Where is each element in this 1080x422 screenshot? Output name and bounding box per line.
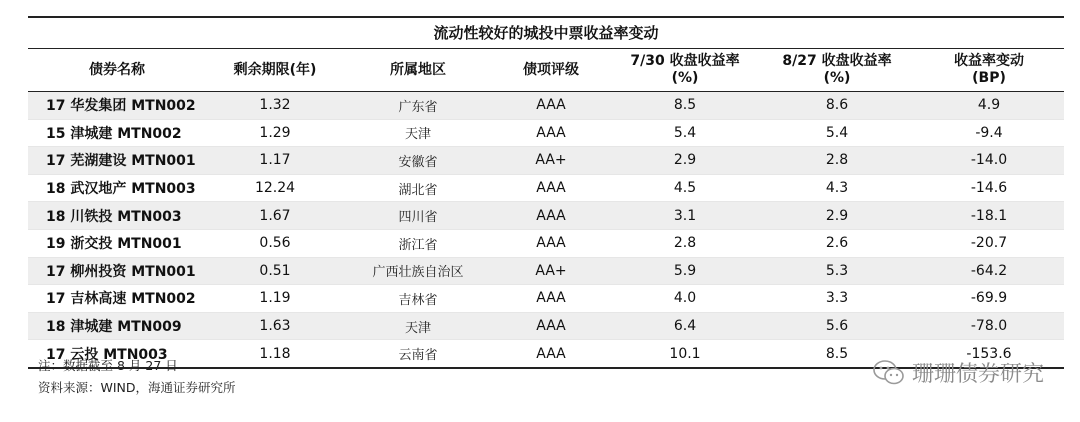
yield-0827-cell: 2.6 <box>760 229 914 257</box>
rating-cell: AA+ <box>492 257 610 285</box>
bond-name-cell: 18 川铁投 MTN003 <box>28 202 206 230</box>
table-row <box>28 202 1064 230</box>
column-header: 8/27 收盘收益率 (%) <box>760 49 914 92</box>
remaining-term-cell: 1.19 <box>206 285 344 313</box>
bond-name-cell: 17 柳州投资 MTN001 <box>28 257 206 285</box>
remaining-term-cell: 1.32 <box>206 92 344 120</box>
remaining-term-cell: 1.67 <box>206 202 344 230</box>
yield-0730-cell: 8.5 <box>610 92 760 120</box>
watermark-text: 珊珊债券研究 <box>911 362 1044 387</box>
remaining-term-cell: 0.56 <box>206 229 344 257</box>
yield-change-cell: -9.4 <box>914 119 1064 147</box>
bond-name-cell: 17 云投 MTN003 <box>28 340 206 368</box>
yield-0827-cell: 3.3 <box>760 285 914 313</box>
table-body <box>28 92 1064 368</box>
bond-yield-table <box>28 49 1064 369</box>
yield-0730-cell: 4.5 <box>610 174 760 202</box>
yield-change-cell: -14.6 <box>914 174 1064 202</box>
column-header: 收益率变动 (BP) <box>914 49 1064 92</box>
table-row <box>28 229 1064 257</box>
yield-0827-cell: 5.4 <box>760 119 914 147</box>
table-row <box>28 257 1064 285</box>
bond-name-cell: 17 吉林高速 MTN002 <box>28 285 206 313</box>
yield-change-cell: -18.1 <box>914 202 1064 230</box>
rating-cell: AAA <box>492 119 610 147</box>
yield-0827-cell: 8.6 <box>760 92 914 120</box>
column-header: 债项评级 <box>492 49 610 92</box>
region-cell: 安徽省 <box>344 147 492 175</box>
rating-cell: AAA <box>492 202 610 230</box>
table-row <box>28 174 1064 202</box>
yield-change-cell: -69.9 <box>914 285 1064 313</box>
rating-cell: AAA <box>492 340 610 368</box>
source-note: 资料来源：WIND，海通证券研究所 <box>38 380 236 395</box>
bond-name-cell: 18 津城建 MTN009 <box>28 312 206 340</box>
region-cell: 广东省 <box>344 92 492 120</box>
table-row <box>28 312 1064 340</box>
wechat-icon <box>872 359 906 387</box>
yield-0827-cell: 5.6 <box>760 312 914 340</box>
yield-change-cell: -64.2 <box>914 257 1064 285</box>
bond-name-cell: 19 浙交投 MTN001 <box>28 229 206 257</box>
rating-cell: AAA <box>492 285 610 313</box>
region-cell: 四川省 <box>344 202 492 230</box>
yield-0730-cell: 5.4 <box>610 119 760 147</box>
bond-name-cell: 18 武汉地产 MTN003 <box>28 174 206 202</box>
remaining-term-cell: 0.51 <box>206 257 344 285</box>
yield-0730-cell: 10.1 <box>610 340 760 368</box>
table-header-row <box>28 49 1064 92</box>
table-row <box>28 119 1064 147</box>
rating-cell: AAA <box>492 229 610 257</box>
rating-cell: AAA <box>492 174 610 202</box>
remaining-term-cell: 1.63 <box>206 312 344 340</box>
table-title: 流动性较好的城投中票收益率变动 <box>28 16 1064 49</box>
footnote: 注：数据截至 8 月 27 日 <box>38 358 178 373</box>
bond-name-cell: 17 华发集团 MTN002 <box>28 92 206 120</box>
remaining-term-cell: 1.29 <box>206 119 344 147</box>
yield-0827-cell: 8.5 <box>760 340 914 368</box>
yield-0730-cell: 2.9 <box>610 147 760 175</box>
region-cell: 天津 <box>344 119 492 147</box>
yield-change-cell: 4.9 <box>914 92 1064 120</box>
region-cell: 湖北省 <box>344 174 492 202</box>
column-header: 7/30 收盘收益率 (%) <box>610 49 760 92</box>
yield-0827-cell: 2.9 <box>760 202 914 230</box>
remaining-term-cell: 12.24 <box>206 174 344 202</box>
yield-change-cell: -153.6 <box>914 340 1064 368</box>
yield-change-cell: -14.0 <box>914 147 1064 175</box>
watermark <box>872 357 1044 388</box>
table-row <box>28 92 1064 120</box>
rating-cell: AAA <box>492 92 610 120</box>
yield-change-cell: -20.7 <box>914 229 1064 257</box>
yield-0730-cell: 2.8 <box>610 229 760 257</box>
remaining-term-cell: 1.17 <box>206 147 344 175</box>
region-cell: 浙江省 <box>344 229 492 257</box>
yield-0730-cell: 6.4 <box>610 312 760 340</box>
yield-0730-cell: 5.9 <box>610 257 760 285</box>
region-cell: 云南省 <box>344 340 492 368</box>
bond-table-panel <box>28 16 1064 369</box>
region-cell: 天津 <box>344 312 492 340</box>
rating-cell: AA+ <box>492 147 610 175</box>
column-header: 所属地区 <box>344 49 492 92</box>
yield-0827-cell: 5.3 <box>760 257 914 285</box>
table-row <box>28 285 1064 313</box>
yield-0827-cell: 4.3 <box>760 174 914 202</box>
yield-0730-cell: 4.0 <box>610 285 760 313</box>
remaining-term-cell: 1.18 <box>206 340 344 368</box>
region-cell: 广西壮族自治区 <box>344 257 492 285</box>
yield-change-cell: -78.0 <box>914 312 1064 340</box>
table-row <box>28 147 1064 175</box>
yield-0730-cell: 3.1 <box>610 202 760 230</box>
yield-0827-cell: 2.8 <box>760 147 914 175</box>
column-header: 剩余期限(年) <box>206 49 344 92</box>
region-cell: 吉林省 <box>344 285 492 313</box>
column-header: 债券名称 <box>28 49 206 92</box>
bond-name-cell: 15 津城建 MTN002 <box>28 119 206 147</box>
rating-cell: AAA <box>492 312 610 340</box>
bond-name-cell: 17 芜湖建设 MTN001 <box>28 147 206 175</box>
